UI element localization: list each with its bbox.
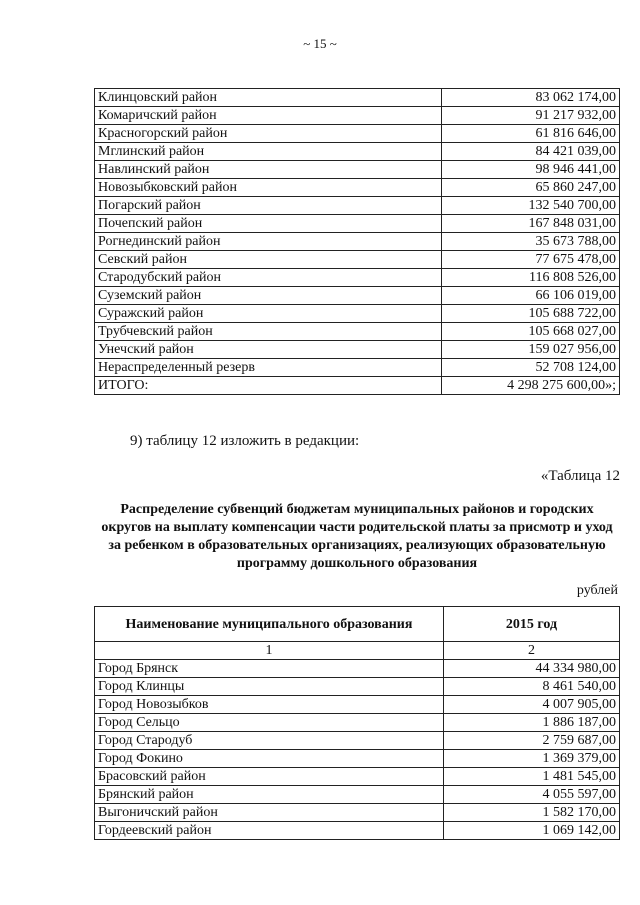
table-header-row bbox=[95, 607, 620, 642]
municipality-name: Навлинский район bbox=[95, 161, 442, 179]
table-row bbox=[95, 287, 620, 305]
allocation-table-continued bbox=[94, 88, 620, 395]
table-row bbox=[95, 359, 620, 377]
table-row bbox=[95, 197, 620, 215]
municipality-name: Суражский район bbox=[95, 305, 442, 323]
table-row bbox=[95, 377, 620, 395]
table-label: «Таблица 12 bbox=[540, 468, 620, 484]
table-row bbox=[95, 161, 620, 179]
table-row bbox=[95, 143, 620, 161]
amount-value: 83 062 174,00 bbox=[442, 89, 620, 107]
table-row bbox=[95, 89, 620, 107]
municipality-name: Город Сельцо bbox=[95, 714, 444, 732]
amount-value: 77 675 478,00 bbox=[442, 251, 620, 269]
municipality-name: Суземский район bbox=[95, 287, 442, 305]
municipality-name: Город Фокино bbox=[95, 750, 444, 768]
column-header-name: Наименование муниципального образования bbox=[95, 607, 444, 642]
municipality-name: Мглинский район bbox=[95, 143, 442, 161]
amount-value: 1 369 379,00 bbox=[444, 750, 620, 768]
table-row bbox=[95, 822, 620, 840]
table-row bbox=[95, 786, 620, 804]
table-row bbox=[95, 678, 620, 696]
amendment-paragraph: 9) таблицу 12 изложить в редакции: bbox=[130, 433, 360, 449]
table-heading: Распределение субвенций бюджетам муниципальных районов и городских округов на выплату компенсации части родительской платы за присмотр и уход за ребенком в образовательных организациях, реализующих образовательную программу дошкольного образования bbox=[101, 502, 613, 571]
municipality-name: Унечский район bbox=[95, 341, 442, 359]
amount-value: 4 055 597,00 bbox=[444, 786, 620, 804]
municipality-name: Трубчевский район bbox=[95, 323, 442, 341]
amount-value: 84 421 039,00 bbox=[442, 143, 620, 161]
municipality-name: Рогнединский район bbox=[95, 233, 442, 251]
amount-value: 105 688 722,00 bbox=[442, 305, 620, 323]
amount-value: 2 759 687,00 bbox=[444, 732, 620, 750]
amount-value: 44 334 980,00 bbox=[444, 660, 620, 678]
table-row bbox=[95, 323, 620, 341]
municipality-name: Гордеевский район bbox=[95, 822, 444, 840]
table-row bbox=[95, 215, 620, 233]
municipality-name: Город Клинцы bbox=[95, 678, 444, 696]
amount-value: 159 027 956,00 bbox=[442, 341, 620, 359]
amount-value: 1 582 170,00 bbox=[444, 804, 620, 822]
amount-value: 1 481 545,00 bbox=[444, 768, 620, 786]
amount-value: 35 673 788,00 bbox=[442, 233, 620, 251]
municipality-name: Выгоничский район bbox=[95, 804, 444, 822]
amount-value: 61 816 646,00 bbox=[442, 125, 620, 143]
amount-value: 116 808 526,00 bbox=[442, 269, 620, 287]
amount-value: 4 007 905,00 bbox=[444, 696, 620, 714]
table-row bbox=[95, 107, 620, 125]
column-number: 2 bbox=[444, 642, 620, 660]
table-row bbox=[95, 305, 620, 323]
amount-value: 4 298 275 600,00»; bbox=[442, 377, 620, 395]
page-number: ~ 15 ~ bbox=[303, 36, 337, 51]
municipality-name: Город Стародуб bbox=[95, 732, 444, 750]
table-row bbox=[95, 269, 620, 287]
amount-value: 8 461 540,00 bbox=[444, 678, 620, 696]
municipality-name: Клинцовский район bbox=[95, 89, 442, 107]
amount-value: 66 106 019,00 bbox=[442, 287, 620, 305]
units-label: рублей bbox=[576, 583, 618, 598]
amount-value: 52 708 124,00 bbox=[442, 359, 620, 377]
amount-value: 132 540 700,00 bbox=[442, 197, 620, 215]
table-row bbox=[95, 696, 620, 714]
municipality-name: Почепский район bbox=[95, 215, 442, 233]
municipality-name: Новозыбковский район bbox=[95, 179, 442, 197]
amount-value: 91 217 932,00 bbox=[442, 107, 620, 125]
amount-value: 65 860 247,00 bbox=[442, 179, 620, 197]
table-row bbox=[95, 768, 620, 786]
table-row bbox=[95, 179, 620, 197]
amount-value: 98 946 441,00 bbox=[442, 161, 620, 179]
table-row bbox=[95, 714, 620, 732]
column-numbering-row bbox=[95, 642, 620, 660]
amount-value: 167 848 031,00 bbox=[442, 215, 620, 233]
subvention-table bbox=[94, 606, 620, 840]
municipality-name: Красногорский район bbox=[95, 125, 442, 143]
municipality-name: Брасовский район bbox=[95, 768, 444, 786]
amount-value: 1 069 142,00 bbox=[444, 822, 620, 840]
municipality-name: Город Новозыбков bbox=[95, 696, 444, 714]
table-row bbox=[95, 804, 620, 822]
municipality-name: ИТОГО: bbox=[95, 377, 442, 395]
table-row bbox=[95, 341, 620, 359]
municipality-name: Город Брянск bbox=[95, 660, 444, 678]
table-row bbox=[95, 233, 620, 251]
amount-value: 1 886 187,00 bbox=[444, 714, 620, 732]
municipality-name: Брянский район bbox=[95, 786, 444, 804]
municipality-name: Нераспределенный резерв bbox=[95, 359, 442, 377]
table-row bbox=[95, 660, 620, 678]
table-row bbox=[95, 732, 620, 750]
municipality-name: Стародубский район bbox=[95, 269, 442, 287]
municipality-name: Севский район bbox=[95, 251, 442, 269]
column-header-year: 2015 год bbox=[444, 607, 620, 642]
column-number: 1 bbox=[95, 642, 444, 660]
table-row bbox=[95, 125, 620, 143]
table-row bbox=[95, 750, 620, 768]
municipality-name: Комаричский район bbox=[95, 107, 442, 125]
amount-value: 105 668 027,00 bbox=[442, 323, 620, 341]
table-row bbox=[95, 251, 620, 269]
municipality-name: Погарский район bbox=[95, 197, 442, 215]
